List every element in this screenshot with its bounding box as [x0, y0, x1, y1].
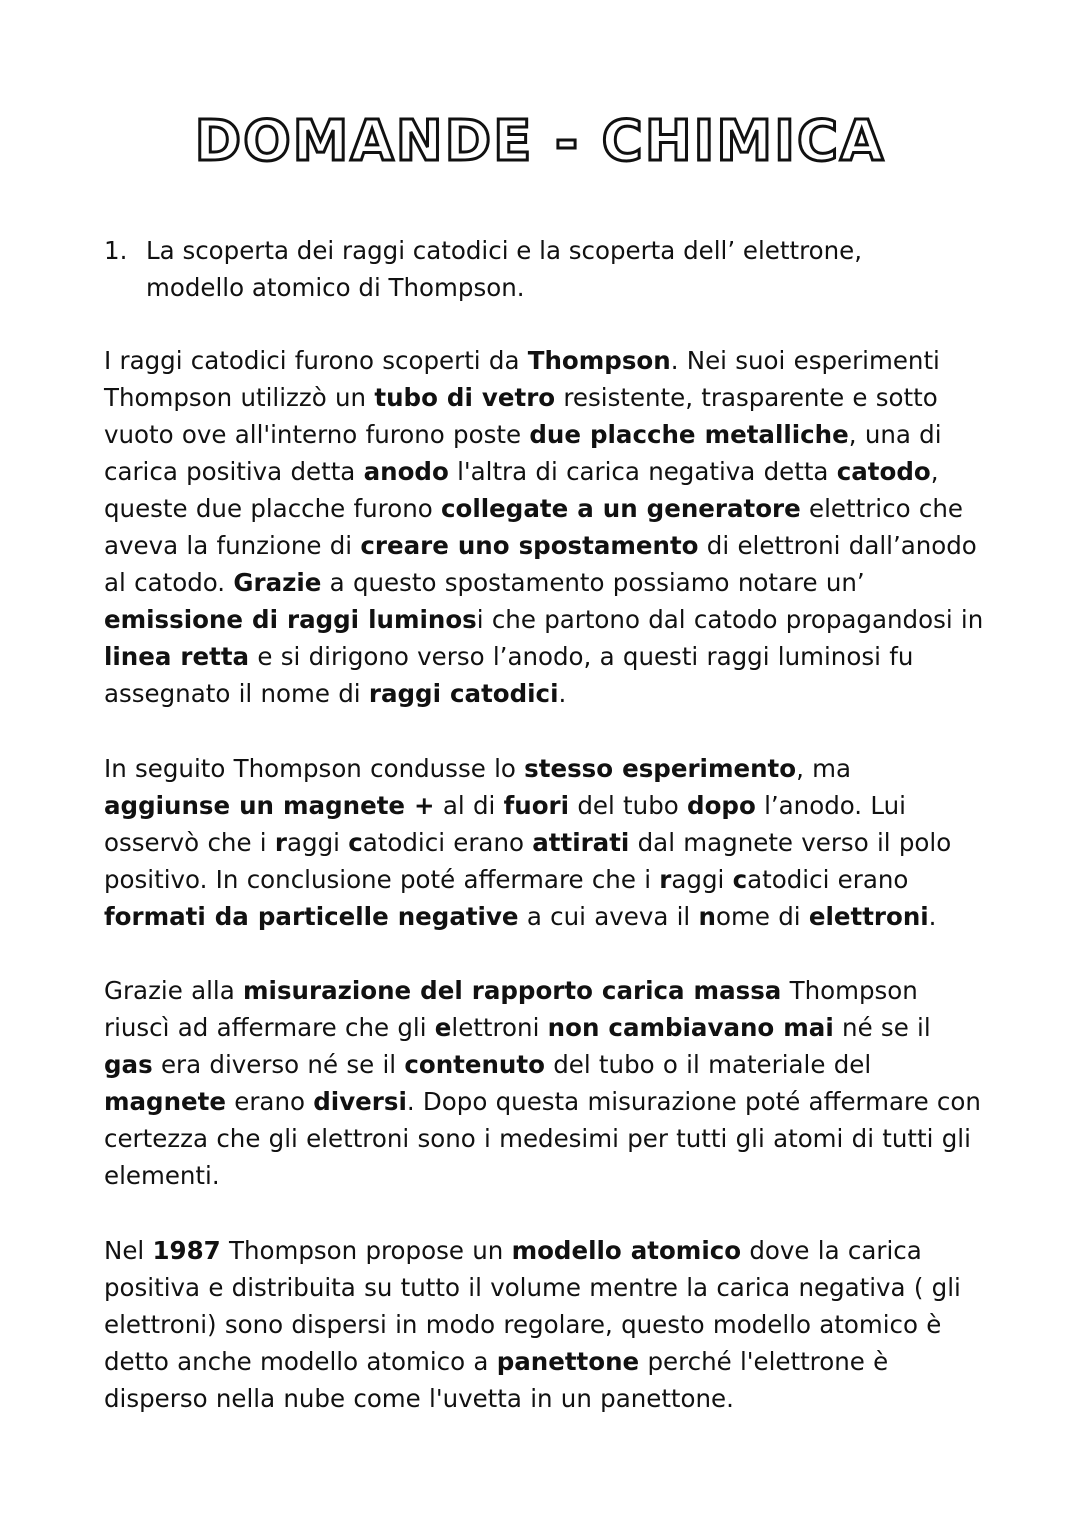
text-segment: del tubo o il materiale del — [544, 1050, 872, 1079]
bold-text-segment: modello atomico — [511, 1236, 742, 1265]
text-segment: aggi — [287, 828, 349, 857]
bold-text-segment: Thompson — [527, 346, 671, 375]
bold-text-segment: 1987 — [152, 1236, 221, 1265]
bold-text-segment: formati da particelle negative — [104, 902, 519, 931]
bold-text-segment: magnete — [104, 1087, 226, 1116]
text-segment: elettrico che aveva la funzione di — [104, 494, 963, 560]
text-segment: resistente, trasparente e sotto vuoto ove all'interno furono poste — [104, 383, 938, 449]
bold-text-segment: non cambiavano mai — [547, 1013, 834, 1042]
bold-text-segment: r — [659, 865, 672, 894]
bold-text-segment: anodo — [363, 457, 449, 486]
text-segment: atodici erano — [362, 828, 533, 857]
text-segment: né se il — [833, 1013, 931, 1042]
bold-text-segment: elettroni — [808, 902, 929, 931]
bold-text-segment: gas — [104, 1050, 153, 1079]
bold-text-segment: panettone — [496, 1347, 640, 1376]
text-segment: Grazie alla — [104, 976, 244, 1005]
bold-text-segment: c — [732, 865, 748, 894]
text-segment: , ma — [796, 754, 852, 783]
text-segment: a questo spostamento possiamo notare un’ — [321, 568, 865, 597]
text-segment: Nel — [104, 1236, 153, 1265]
answer-paragraph-magnet-experiment — [104, 750, 984, 935]
bold-text-segment: Grazie — [233, 568, 322, 597]
question-text — [146, 232, 906, 306]
text-segment: del tubo — [569, 791, 688, 820]
bold-text-segment: tubo di vetro — [374, 383, 556, 412]
bold-text-segment: r — [274, 828, 287, 857]
page-title: DOMANDE - CHIMICA — [194, 109, 886, 174]
text-segment: l’anodo. Lui osservò che i — [104, 791, 906, 857]
text-segment: a cui aveva il — [518, 902, 699, 931]
bold-text-segment: dopo — [687, 791, 756, 820]
text-segment: dove la carica positiva e distribuita su tutto il volume mentre la carica negativa ( gli elettroni) sono dispersi in modo regolare, questo modello atomico è detto anche modello atomico a — [104, 1236, 961, 1376]
text-segment: , una di carica positiva detta — [104, 420, 942, 486]
bold-text-segment: raggi catodici — [368, 679, 559, 708]
question-line: modello atomico di Thompson. — [146, 273, 525, 302]
bold-text-segment: catodo — [836, 457, 931, 486]
text-segment: di elettroni dall’anodo al catodo. — [104, 531, 977, 597]
text-segment: e si dirigono verso l’anodo, a questi raggi luminosi fu assegnato il nome di — [104, 642, 914, 708]
question-number: 1. — [104, 236, 128, 265]
text-segment: I raggi catodici furono scoperti da — [104, 346, 528, 375]
text-segment: l'altra di carica negativa detta — [448, 457, 837, 486]
text-segment: . — [928, 902, 937, 931]
question-line: La scoperta dei raggi catodici e la scoperta dell’ elettrone, — [146, 236, 862, 265]
bold-text-segment: c — [348, 828, 363, 857]
text-segment: , queste due placche furono — [104, 457, 939, 523]
bold-text-segment: emissione di raggi luminos — [104, 605, 477, 634]
text-segment: dal magnete verso il polo positivo. In conclusione poté affermare che i — [104, 828, 952, 894]
bold-text-segment: diversi — [313, 1087, 407, 1116]
bold-text-segment: collegate a un generatore — [441, 494, 801, 523]
bold-text-segment: attirati — [532, 828, 630, 857]
bold-text-segment: due placche metalliche — [529, 420, 849, 449]
text-segment: atodici erano — [747, 865, 909, 894]
text-segment: era diverso né se il — [152, 1050, 405, 1079]
bold-text-segment: misurazione del rapporto carica massa — [243, 976, 782, 1005]
text-segment: erano — [226, 1087, 314, 1116]
text-segment: aggi — [671, 865, 733, 894]
bold-text-segment: aggiunse un magnete + — [104, 791, 435, 820]
text-segment: . — [558, 679, 567, 708]
bold-text-segment: linea retta — [104, 642, 250, 671]
question-item — [104, 232, 984, 306]
bold-text-segment: contenuto — [404, 1050, 545, 1079]
text-segment: i che partono dal catodo propagandosi in — [476, 605, 984, 634]
text-segment: lettroni — [451, 1013, 548, 1042]
answer-paragraph-cathode-rays — [104, 342, 984, 712]
text-segment: Thompson propose un — [220, 1236, 512, 1265]
text-segment: ome di — [715, 902, 809, 931]
text-segment: perché l'elettrone è disperso nella nube come l'uvetta in un panettone. — [104, 1347, 889, 1413]
bold-text-segment: creare uno spostamento — [360, 531, 699, 560]
text-segment: . Nei suoi esperimenti Thompson utilizzò un — [104, 346, 940, 412]
text-segment: al di — [434, 791, 504, 820]
answer-paragraph-charge-mass-ratio — [104, 972, 984, 1194]
bold-text-segment: e — [434, 1013, 452, 1042]
text-segment: In seguito Thompson condusse lo — [104, 754, 525, 783]
text-segment: Thompson riuscì ad affermare che gli — [104, 976, 918, 1042]
bold-text-segment: stesso esperimento — [524, 754, 797, 783]
bold-text-segment: fuori — [503, 791, 570, 820]
answer-paragraph-atomic-model — [104, 1232, 984, 1417]
bold-text-segment: n — [698, 902, 716, 931]
text-segment: . Dopo questa misurazione poté affermare con certezza che gli elettroni sono i medesimi per tutti gli atomi di tutti gli elementi. — [104, 1087, 981, 1190]
